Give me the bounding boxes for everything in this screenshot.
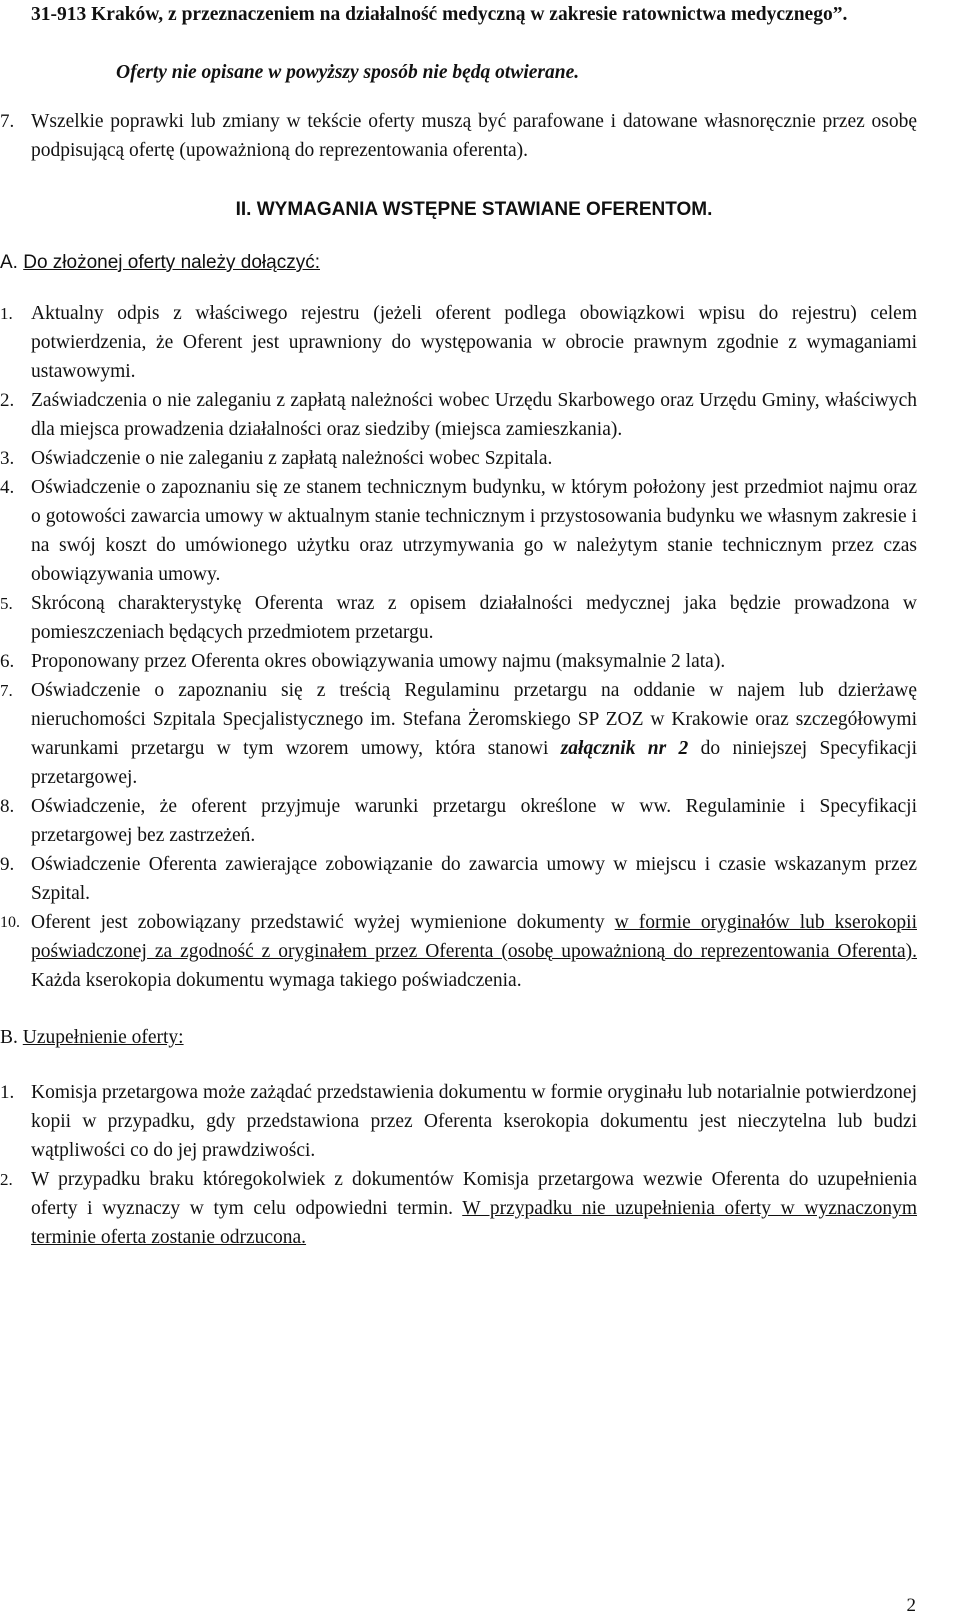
section-a-list <box>0 299 917 995</box>
underlined-consequence: W przypadku nie uzupełnienia oferty w wyznaczonym terminie oferta zostanie odrzucona. <box>31 1198 917 1248</box>
list-item <box>0 850 917 908</box>
section-a-letter: A. <box>0 252 18 273</box>
list-number: 1. <box>0 1082 15 1103</box>
section-b-list <box>0 1078 917 1252</box>
list-item <box>0 444 917 473</box>
list-item <box>0 676 917 792</box>
intro-note: Oferty nie opisane w powyższy sposób nie będą otwierane. <box>116 62 580 83</box>
section-a-title: Do złożonej oferty należy dołączyć: <box>23 252 320 273</box>
list-item <box>0 299 917 386</box>
list-text: W przypadku braku któregokolwiek z dokumentów Komisja przetargowa wezwie Oferenta do uzupełnienia oferty i wyznaczy w tym celu odpowiedni termin. <box>31 1169 917 1219</box>
list-number: 5. <box>0 594 13 613</box>
list-number: 10. <box>0 914 20 931</box>
intro-address-line: 31-913 Kraków, z przeznaczeniem na działalność medyczną w zakresie ratownictwa medycznego”. <box>31 4 848 25</box>
attachment-reference: załącznik nr 2 <box>560 738 689 759</box>
list-text: Oświadczenie Oferenta zawierające zobowiązanie do zawarcia umowy w miejscu i czasie wskazanym przez Szpital. <box>31 854 917 904</box>
list-text: Oświadczenie, że oferent przyjmuje warunki przetargu określone w ww. Regulaminie i Specyfikacji przetargowej bez zastrzeżeń. <box>31 796 917 846</box>
section-b-letter: B. <box>0 1027 18 1048</box>
list-text: Skróconą charakterystykę Oferenta wraz z opisem działalności medycznej jaka będzie prowadzona w pomieszczeniach będących przedmiotem przetargu. <box>31 593 917 643</box>
list-item <box>0 1078 917 1165</box>
list-text: Oświadczenie o nie zaleganiu z zapłatą należności wobec Szpitala. <box>31 448 553 469</box>
list-number: 8. <box>0 796 15 817</box>
list-text: Komisja przetargowa może zażądać przedstawienia dokumentu w formie oryginału lub notarialnie potwierdzonej kopii w przypadku, gdy przedstawiona przez Oferenta kserokopia dokumentu jest nieczytelna lub budzi wątpliwości co do jej prawdziwości. <box>31 1082 917 1161</box>
list-item <box>0 589 917 647</box>
list-item <box>0 647 917 676</box>
section-b-title: Uzupełnienie oferty: <box>22 1027 184 1048</box>
list-text-tail: do niniejszej Specyfikacji przetargowej. <box>31 738 917 788</box>
list-text: Wszelkie poprawki lub zmiany w tekście oferty muszą być parafowane i datowane własnoręcznie przez osobę podpisującą ofertę (upoważnioną do reprezentowania oferenta). <box>31 111 917 161</box>
list-text: Proponowany przez Oferenta okres obowiązywania umowy najmu (maksymalnie 2 lata). <box>31 651 726 672</box>
list-number: 1. <box>0 304 13 323</box>
list-number: 3. <box>0 448 15 469</box>
list-number: 4. <box>0 477 15 498</box>
list-text-tail: Każda kserokopia dokumentu wymaga takiego poświadczenia. <box>31 970 522 991</box>
list-number: 7. <box>0 681 13 700</box>
intro-item-7 <box>0 107 917 165</box>
section-b-title-row <box>0 1023 917 1052</box>
list-text: Oświadczenie o zapoznaniu się ze stanem technicznym budynku, w którym położony jest przedmiot najmu oraz o gotowości zawarcia umowy w aktualnym stanie technicznym i przystosowania budynku we własnym zakresie i na swój koszt do umówionego użytku oraz utrzymywania go w należytym stanie technicznym przez czas obowiązywania umowy. <box>31 477 917 585</box>
list-text: Oświadczenie o zapoznaniu się z treścią Regulaminu przetargu na oddanie w najem lub dzierżawę nieruchomości Szpitala Specjalistycznego im. Stefana Żeromskiego SP ZOZ w Krakowie oraz szczegółowymi warunkami przetargu w tym wzorem umowy, która stanowi <box>31 680 917 759</box>
list-text: Aktualny odpis z właściwego rejestru (jeżeli oferent podlega obowiązkowi wpisu do rejestru) celem potwierdzenia, że Oferent jest uprawniony do występowania w obrocie prawnym zgodnie z wymaganiami ustawowymi. <box>31 303 917 382</box>
section-a-title-row <box>0 248 917 277</box>
list-number: 2. <box>0 390 15 411</box>
list-item <box>0 473 917 589</box>
list-item <box>0 792 917 850</box>
underlined-requirement: w formie oryginałów lub kserokopii poświadczonej za zgodność z oryginałem przez Oferenta (osobę upoważnioną do reprezentowania Oferenta). <box>31 912 917 962</box>
list-text: Zaświadczenia o nie zaleganiu z zapłatą należności wobec Urzędu Skarbowego oraz Urzędu Gminy, właściwych dla miejsca prowadzenia działalności oraz siedziby (miejsca zamieszkania). <box>31 390 917 440</box>
list-item <box>0 908 917 995</box>
list-item <box>0 386 917 444</box>
list-number: 9. <box>0 854 15 875</box>
list-item <box>0 1165 917 1252</box>
section-heading: II. WYMAGANIA WSTĘPNE STAWIANE OFERENTOM. <box>235 199 713 220</box>
list-number: 7. <box>0 111 15 132</box>
list-text: Oferent jest zobowiązany przedstawić wyżej wymienione dokumenty <box>31 912 615 933</box>
page-number: 2 <box>906 1595 916 1616</box>
list-number: 6. <box>0 651 15 672</box>
list-number: 2. <box>0 1170 13 1189</box>
